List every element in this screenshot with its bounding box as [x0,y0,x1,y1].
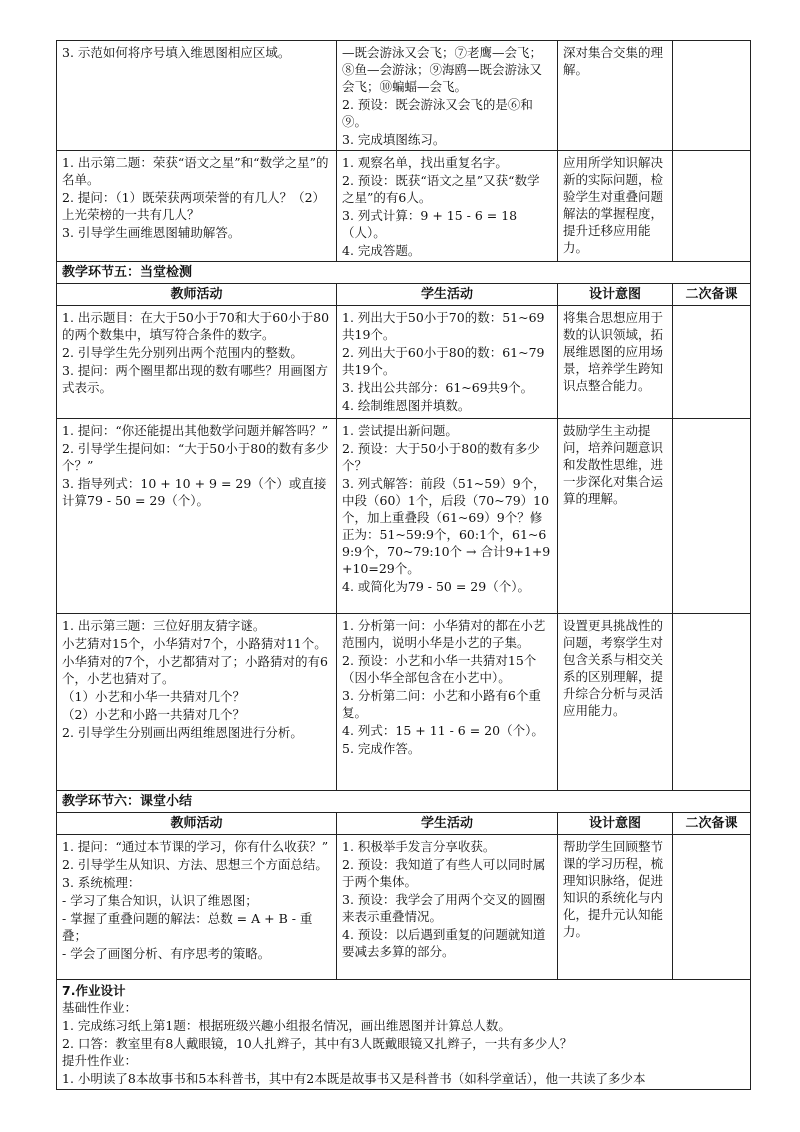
text-line: 将集合思想应用于数的认识领域，拓展维恩图的应用场景，培养学生跨知识点整合能力。 [563,310,664,393]
lesson-plan-table [56,40,751,1090]
homework-cell [57,980,751,1090]
text-line: 2. 引导学生提问如：“大于50小于80的数有多少个？” [62,441,329,473]
text-line: 2. 口答：教室里有8人戴眼镜，10人扎辫子，其中有3人既戴眼镜又扎辫子，一共有多少人？ [62,1036,573,1051]
second-prep-cell [673,41,751,151]
improve-homework-label: 提升性作业： [62,1053,138,1068]
table-row [57,151,751,262]
header-student: 学生活动 [337,813,558,835]
text-line: 2. 引导学生先分别列出两个范围内的整数。 [62,345,303,360]
text-line: 1. 尝试提出新问题。 [342,423,458,438]
text-line: - 学会了画图分析、有序思考的策略。 [62,946,271,961]
text-line: 设置更具挑战性的问题，考察学生对包含关系与相交关系的区别理解，提升综合分析与灵活应用能力。 [563,618,664,718]
second-prep-cell [673,614,751,791]
improve-homework-list [62,1069,745,1087]
text-line: 帮助学生回顾整节课的学习历程，梳理知识脉络，促进知识的系统化与内化，提升元认知能力。 [563,839,664,939]
text-line: 深对集合交集的理解。 [563,45,664,77]
text-line: 小华猜对的7个，小艺都猜对了；小路猜对的有6个，小艺也猜对了。 [62,654,328,686]
text-line: —既会游泳又会飞；⑦老鹰—会飞；⑧鱼—会游泳；⑨海鸥—既会游泳又会飞；⑩蝙蝠—会飞。 [342,45,543,94]
design-intent-cell [558,41,673,151]
teacher-activity-cell [57,419,337,614]
student-activity-cell [337,419,558,614]
text-line: （1）小艺和小华一共猜对几个？ [62,689,245,704]
text-line: 2. 提问：（1）既荣获两项荣誉的有几人？（2）上光荣榜的一共有几人？ [62,190,326,222]
text-line: 1. 完成练习纸上第1题：根据班级兴趣小组报名情况，画出维恩图并计算总人数。 [62,1018,511,1033]
text-line: 3. 列式计算：9 + 15 - 6 = 18（人）。 [342,208,518,240]
student-activity-cell [337,614,558,791]
section-title-row [57,262,751,284]
text-line: 1. 小明读了8本故事书和5本科普书，其中有2本既是故事书又是科普书（如科学童话），他一共读了多少本 [62,1071,646,1086]
text-line: 1. 出示第三题：三位好朋友猜字谜。 [62,618,266,633]
text-line: 2. 预设：既会游泳又会飞的是⑥和⑨。 [342,97,533,129]
text-line: 1. 分析第一问：小华猜对的都在小艺范围内，说明小华是小艺的子集。 [342,618,546,650]
text-line: 4. 列式：15 + 11 - 6 = 20（个）。 [342,723,544,738]
text-line: 小艺猜对15个，小华猜对7个，小路猜对11个。 [62,636,327,651]
text-line: 4. 或简化为79 - 50 = 29（个）。 [342,579,530,594]
header-teacher: 教师活动 [57,813,337,835]
student-activity-cell [337,151,558,262]
text-line: 3. 示范如何将序号填入维恩图相应区域。 [62,45,291,60]
second-prep-cell [673,419,751,614]
second-prep-cell [673,151,751,262]
homework-row [57,980,751,1090]
text-line: 3. 列式解答：前段（51~59）9个，中段（60）1个，后段（70~79）10个，加上重叠段（61~69）9个？修正为：51~59:9个，60:1个，61~69:9个，70~79:10个 → 合计9+1+9+10=29个。 [342,476,551,576]
text-line: 1. 提问：“你还能提出其他数学问题并解答吗？” [62,423,329,438]
text-line: 3. 分析第二问：小艺和小路有6个重复。 [342,688,541,720]
teacher-activity-cell [57,835,337,980]
basic-homework-label: 基础性作业： [62,1000,138,1015]
second-prep-cell [673,306,751,419]
text-line: 2. 预设：小艺和小华一共猜对15个（因小华全部包含在小艺中）。 [342,653,537,685]
text-line: 3. 引导学生画维恩图辅助解答。 [62,225,241,240]
text-line: 3. 预设：我学会了用两个交叉的圆圈来表示重叠情况。 [342,892,546,924]
design-intent-cell [558,151,673,262]
teacher-activity-cell [57,41,337,151]
text-line: 1. 列出大于50小于70的数：51~69共19个。 [342,310,545,342]
text-line: （2）小艺和小路一共猜对几个？ [62,707,245,722]
text-line: - 学习了集合知识，认识了维恩图； [62,893,258,908]
text-line: 2. 列出大于60小于80的数：61~79共19个。 [342,345,545,377]
table-row [57,41,751,151]
text-line: 1. 观察名单，找出重复名字。 [342,155,508,170]
text-line: 3. 完成填图练习。 [342,132,446,147]
text-line: 2. 预设：我知道了有些人可以同时属于两个集体。 [342,857,546,889]
teacher-activity-cell [57,306,337,419]
text-line: 1. 提问：“通过本节课的学习，你有什么收获？” [62,839,329,854]
header-teacher: 教师活动 [57,284,337,306]
section-title: 教学环节六：课堂小结 [57,791,751,813]
text-line: - 掌握了重叠问题的解法：总数 = A + B - 重叠； [62,911,313,943]
header-student: 学生活动 [337,284,558,306]
design-intent-cell [558,835,673,980]
text-line: 2. 预设：大于50小于80的数有多少个？ [342,441,540,473]
student-activity-cell [337,306,558,419]
header-intent: 设计意图 [558,813,673,835]
student-activity-cell [337,41,558,151]
header-intent: 设计意图 [558,284,673,306]
teacher-activity-cell [57,151,337,262]
text-line: 鼓励学生主动提问，培养问题意识和发散性思维，进一步深化对集合运算的理解。 [563,423,664,506]
table-row [57,306,751,419]
section-title-row [57,791,751,813]
text-line: 3. 提问：两个圈里都出现的数有哪些？用画图方式表示。 [62,363,328,395]
text-line: 4. 预设：以后遇到重复的问题就知道要减去多算的部分。 [342,927,546,959]
second-prep-cell [673,835,751,980]
text-line: 应用所学知识解决新的实际问题，检验学生对重叠问题解法的掌握程度，提升迁移应用能力。 [563,155,664,255]
text-line: 3. 系统梳理： [62,875,141,890]
text-line: 1. 出示题目：在大于50小于70和大于60小于80的两个数集中，填写符合条件的数字。 [62,310,330,342]
section-title: 教学环节五：当堂检测 [57,262,751,284]
design-intent-cell [558,306,673,419]
text-line: 3. 指导列式：10 + 10 + 9 = 29（个）或直接计算79 - 50 = 29（个）。 [62,476,327,508]
header-row [57,813,751,835]
text-line: 3. 找出公共部分：61~69共9个。 [342,380,534,395]
header-row [57,284,751,306]
header-prep: 二次备课 [673,284,751,306]
table-row [57,835,751,980]
text-line: 2. 引导学生从知识、方法、思想三个方面总结。 [62,857,328,872]
text-line: 4. 完成答题。 [342,243,421,258]
text-line: 5. 完成作答。 [342,741,421,756]
header-prep: 二次备课 [673,813,751,835]
table-row [57,614,751,791]
text-line: 2. 引导学生分别画出两组维恩图进行分析。 [62,725,303,740]
text-line: 1. 出示第二题：荣获“语文之星”和“数学之星”的名单。 [62,155,329,187]
student-activity-cell [337,835,558,980]
teacher-activity-cell [57,614,337,791]
design-intent-cell [558,419,673,614]
homework-title: 7.作业设计 [62,983,126,998]
text-line: 4. 绘制维恩图并填数。 [342,398,471,413]
basic-homework-list [62,1017,745,1052]
text-line: 2. 预设：既获“语文之星”又获“数学之星”的有6人。 [342,173,540,205]
design-intent-cell [558,614,673,791]
table-row [57,419,751,614]
text-line: 1. 积极举手发言分享收获。 [342,839,496,854]
